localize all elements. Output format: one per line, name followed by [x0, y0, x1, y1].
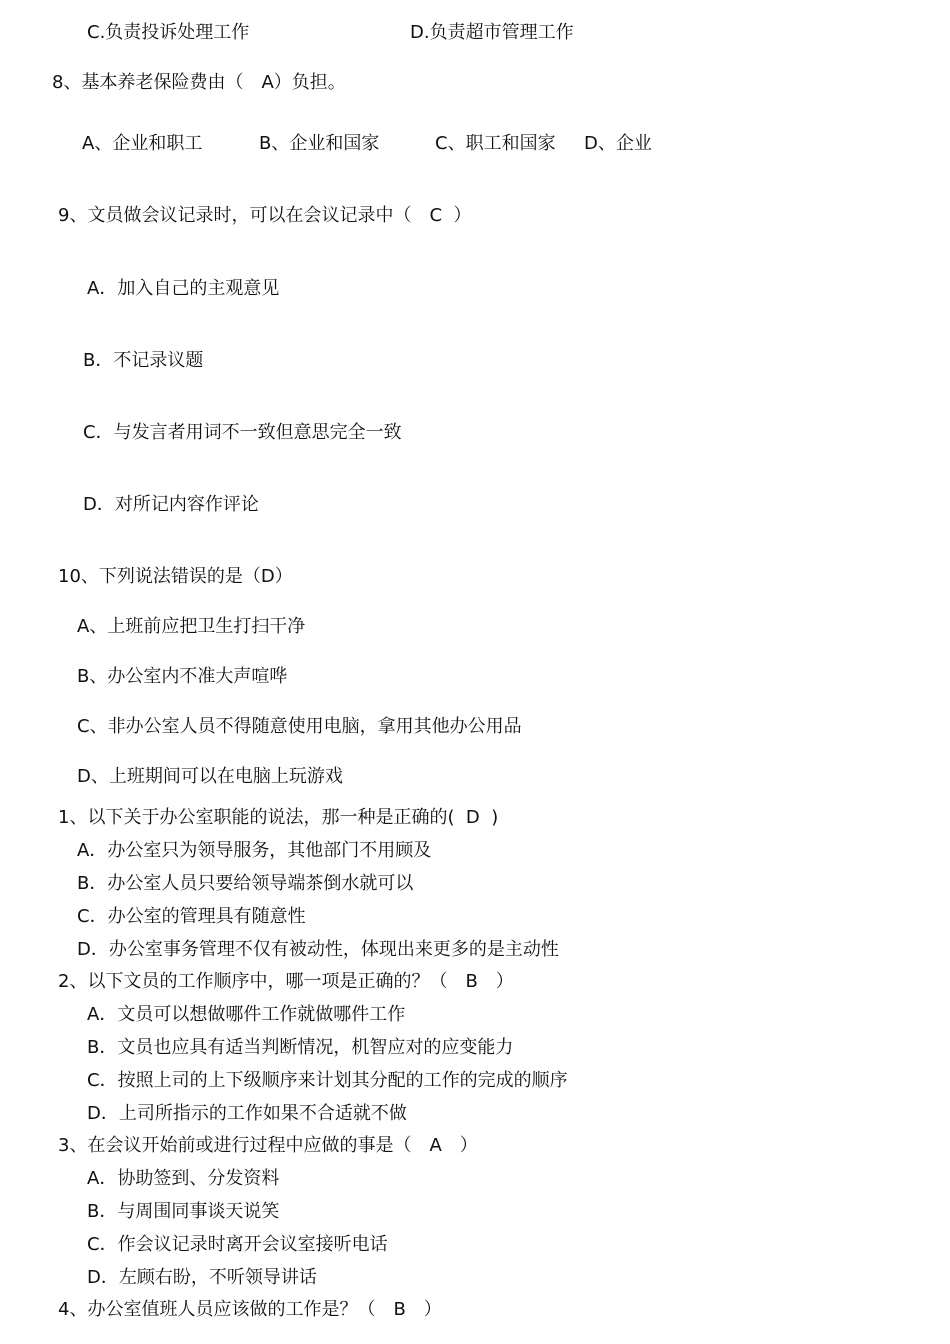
option-d: D、上班期间可以在电脑上玩游戏	[77, 766, 343, 787]
question-s1: 1、以下关于办公室职能的说法，那一种是正确的( D )	[58, 807, 499, 828]
option-a: A．加入自己的主观意见	[87, 278, 280, 299]
option-d: D．左顾右盼，不听领导讲话	[87, 1267, 317, 1288]
option-d: D．办公室事务管理不仅有被动性，体现出来更多的是主动性	[77, 939, 559, 960]
question-s3: 3、在会议开始前或进行过程中应做的事是（ A ）	[58, 1135, 478, 1156]
question-8: 8、基本养老保险费由（ A）负担。	[52, 72, 346, 93]
option-b: B．办公室人员只要给领导端茶倒水就可以	[77, 873, 414, 894]
option-d: D．对所记内容作评论	[83, 494, 259, 515]
option-c: C.负责投诉处理工作	[87, 22, 250, 43]
option-c: C．按照上司的上下级顺序来计划其分配的工作的完成的顺序	[87, 1070, 568, 1091]
option-c: C、非办公室人员不得随意使用电脑，拿用其他办公用品	[77, 716, 522, 737]
option-a: A．协助签到、分发资料	[87, 1168, 280, 1189]
option-b: B．不记录议题	[83, 350, 204, 371]
option-a: A．办公室只为领导服务，其他部门不用顾及	[77, 840, 432, 861]
option-d: D、企业	[584, 133, 652, 154]
option-d: D．上司所指示的工作如果不合适就不做	[87, 1103, 407, 1124]
option-d: D.负责超市管理工作	[410, 22, 574, 43]
option-a: A．文员可以想做哪件工作就做哪件工作	[87, 1004, 406, 1025]
option-b: B．文员也应具有适当判断情况，机智应对的应变能力	[87, 1037, 514, 1058]
option-a: A、上班前应把卫生打扫干净	[77, 616, 306, 637]
option-b: B、办公室内不准大声喧哗	[77, 666, 288, 687]
option-c: C．作会议记录时离开会议室接听电话	[87, 1234, 388, 1255]
option-c: C、职工和国家	[435, 133, 556, 154]
option-c: C．办公室的管理具有随意性	[77, 906, 306, 927]
question-s4: 4、办公室值班人员应该做的工作是？（ B ）	[58, 1299, 442, 1320]
question-9: 9、文员做会议记录时，可以在会议记录中（ C ）	[58, 205, 472, 226]
option-c: C．与发言者用词不一致但意思完全一致	[83, 422, 402, 443]
option-b: B．与周围同事谈天说笑	[87, 1201, 280, 1222]
question-s2: 2、以下文员的工作顺序中，哪一项是正确的？（ B ）	[58, 971, 514, 992]
option-a: A、企业和职工	[82, 133, 203, 154]
question-10: 10、下列说法错误的是（D）	[58, 566, 293, 587]
option-b: B、企业和国家	[259, 133, 380, 154]
